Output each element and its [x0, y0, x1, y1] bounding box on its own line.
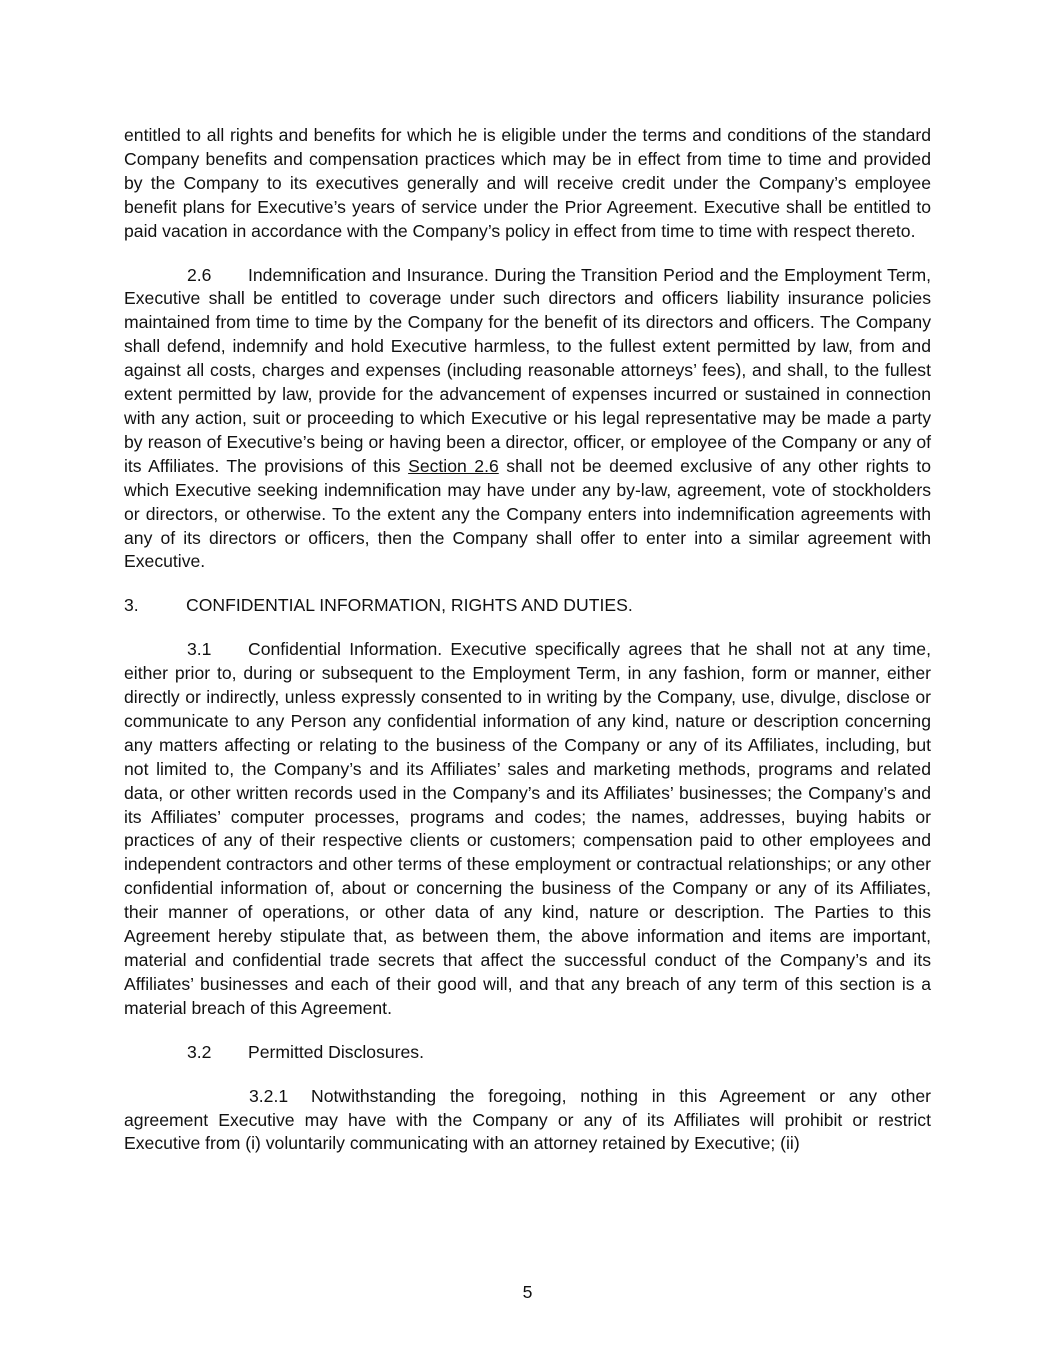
section-title-confidential: CONFIDENTIAL INFORMATION, RIGHTS AND DUTIES. — [186, 595, 633, 616]
paragraph-benefits: entitled to all rights and benefits for which he is eligible under the terms and conditions of the standard Company benefits and compensation practices which may be in effect from time to time and provided by the Company to its executives generally and will receive credit under the Company’s employee benefit plans for Executive’s years of service under the Prior Agreement. Executive shall be entitled to paid vacation in accordance with the Company’s policy in effect from time to time with respect thereto. — [124, 125, 931, 241]
section-3-heading — [124, 594, 931, 618]
section-number-3-2: 3.2 — [187, 1041, 212, 1062]
paragraph-3-1-text: Executive specifically agrees that he shall not at any time, either prior to, during or subsequent to the Employment Term, in any fashion, form or manner, either directly or indirectly, unless expressly consented to in writing by the Company, use, divulge, disclose or communicate to any Person any confidential information of any kind, nature or description concerning any matters affecting or relating to the business of the Company or any of its Affiliates, including, but not limited to, the Company’s and its Affiliates’ sales and marketing methods, programs and related data, or other written records used in the Company’s and its Affiliates’ businesses; the Company’s and its Affiliates’ computer processes, programs and codes; the names, addresses, buying habits or practices of any of their respective clients or customers; compensation paid to other employees and independent contractors and other terms of these employment or contractual relationships; or any other confidential information of, about or concerning the business of the Company or any of its Affiliates, their manner of operations, or other data of any kind, nature or description. The Parties to this Agreement hereby stipulate that, as between them, the above information and items are important, material and confidential trade secrets that affect the successful conduct of the Company’s and its Affiliates’ businesses and each of their good will, and that any breach of any term of this section is a material breach of this Agreement. — [124, 639, 931, 1018]
section-title-indemnification: Indemnification and Insurance. — [248, 264, 489, 285]
section-2-6-reference: Section 2.6 — [408, 455, 499, 476]
paragraph-3-1 — [124, 638, 931, 1021]
section-number-3: 3. — [124, 595, 139, 616]
paragraph-2-6 — [124, 264, 931, 575]
section-number-3-2-1: 3.2.1 — [249, 1085, 289, 1106]
paragraph-3-2-1-text: Notwithstanding the foregoing, nothing in this Agreement or any other agreement Executive may have with the Company or any of its Affiliates will prohibit or restrict Executive from (i) voluntarily communicating with an attorney retained by Executive; (ii) — [124, 1085, 931, 1154]
page-number: 5 — [522, 1282, 533, 1302]
section-number-3-1: 3.1 — [187, 639, 212, 660]
paragraph-2-6-text-a: During the Transition Period and the Employment Term, Executive shall be entitled to coverage under such directors and officers liability insurance policies maintained from time to time by the Company for the benefit of its directors and officers. The Company shall defend, indemnify and hold Executive harmless, to the fullest extent permitted by law, from and against all costs, charges and expenses (including reasonable attorneys’ fees), and shall, to the fullest extent permitted by law, provide for the advancement of expenses incurred or sustained in connection with any action, suit or proceeding to which Executive or his legal representative may be made a party by reason of Executive’s being or having been a director, officer, or employee of the Company or any of its Affiliates. The provisions of this — [124, 264, 932, 476]
section-number-2-6: 2.6 — [187, 264, 212, 285]
section-title-confidential-information: Confidential Information. — [248, 639, 443, 660]
paragraph-3-2-1 — [124, 1085, 931, 1157]
document-page — [124, 124, 931, 1156]
paragraph-3-2 — [124, 1041, 931, 1065]
paragraph-2-6-text-b: shall not be deemed exclusive of any other rights to which Executive seeking indemnification may have under any by-law, agreement, vote of stockholders or directors, or otherwise. To the extent any the Company enters into indemnification agreements with any of its directors or officers, then the Company shall offer to enter into a similar agreement with Executive. — [124, 455, 931, 572]
section-title-permitted-disclosures: Permitted Disclosures. — [248, 1041, 424, 1062]
